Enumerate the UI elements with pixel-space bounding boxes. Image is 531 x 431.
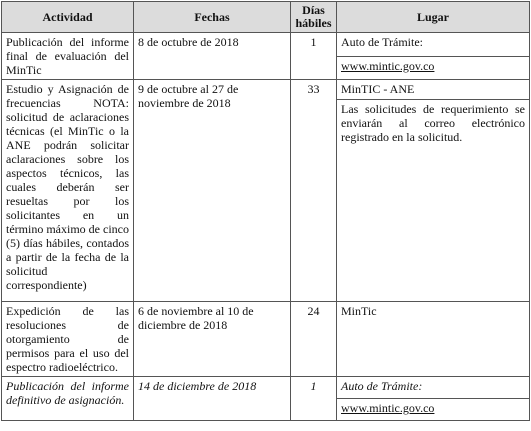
row2-fechas: 9 de octubre al 27 de noviembre de 2018 — [134, 80, 291, 302]
header-fechas: Fechas — [134, 2, 291, 33]
row4-fechas: 14 de diciembre de 2018 — [134, 377, 291, 421]
header-dias-habiles — [291, 2, 337, 33]
row3-lugar: MinTic — [337, 302, 530, 377]
row3-fechas: 6 de noviembre al 10 de diciembre de 2018 — [134, 302, 291, 377]
row2-actividad: Estudio y Asignación de frecuencias NOTA: solicitud de aclaraciones técnicas (el MinTic o la ANE podrán solicitar aclaraciones sobre los aspectos técnicos, las cuales deberán ser resueltas por los solicitantes en un término máximo de cinco (5) días hábiles, contados a partir de la fecha de la solicitud correspondiente) — [2, 80, 134, 302]
schedule-table — [1, 1, 530, 421]
row1-fechas: 8 de octubre de 2018 — [134, 33, 291, 80]
row4-lugar-label: Auto de Trámite: — [337, 377, 530, 399]
row3-dias: 24 — [291, 302, 337, 377]
row1-lugar-label: Auto de Trámite: — [337, 33, 530, 57]
mintic-link[interactable]: www.mintic.gov.co — [341, 58, 435, 73]
table-row — [2, 80, 530, 100]
row4-actividad: Publicación del informe definitivo de asignación. — [2, 377, 134, 421]
row1-lugar-link[interactable] — [337, 56, 530, 80]
header-dias-line1: Días — [302, 3, 325, 17]
row4-dias: 1 — [291, 377, 337, 421]
table-row — [2, 302, 530, 377]
header-dias-line2: hábiles — [295, 16, 332, 30]
header-row — [2, 2, 530, 33]
table-row — [2, 33, 530, 57]
row1-dias: 1 — [291, 33, 337, 80]
row4-lugar-link[interactable] — [337, 399, 530, 421]
mintic-link[interactable]: www.mintic.gov.co — [341, 401, 435, 415]
table-row — [2, 377, 530, 399]
row2-lugar-note: Las solicitudes de requerimiento se enviarán al correo electrónico registrado en la solicitud. — [337, 100, 530, 302]
header-actividad: Actividad — [2, 2, 134, 33]
row1-actividad: Publicación del informe final de evaluación del MinTic — [2, 33, 134, 80]
row3-actividad: Expedición de las resoluciones de otorgamiento de permisos para el uso del espectro radioeléctrico. — [2, 302, 134, 377]
header-lugar: Lugar — [337, 2, 530, 33]
row2-dias: 33 — [291, 80, 337, 302]
row2-lugar-entity: MinTIC - ANE — [337, 80, 530, 100]
